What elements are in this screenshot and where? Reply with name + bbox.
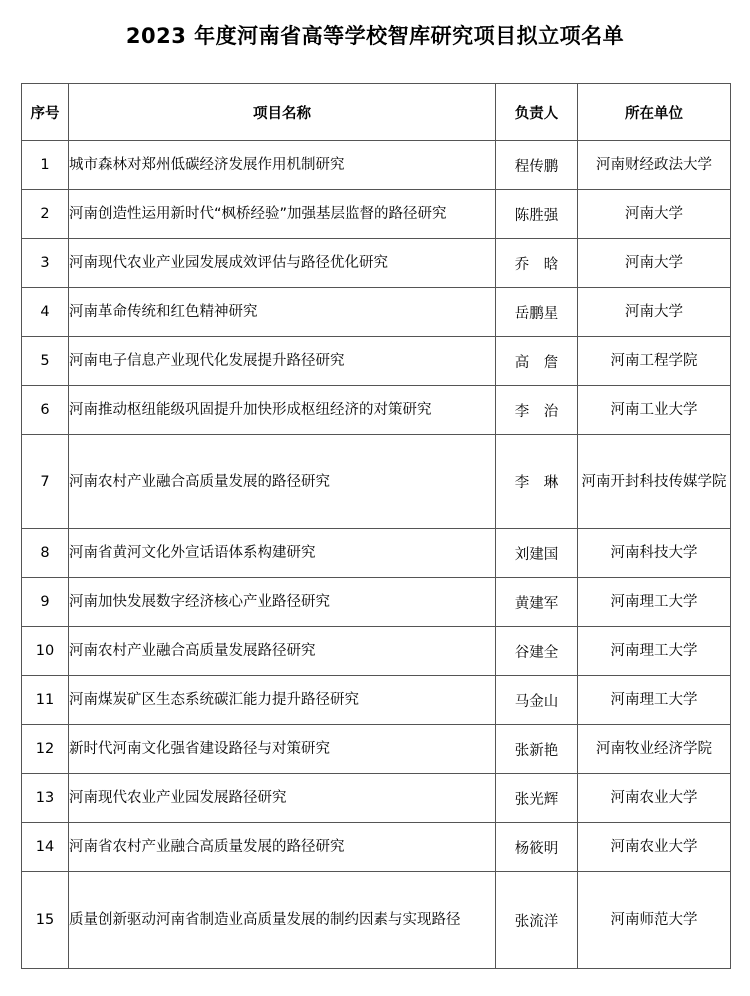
row-leader: 岳鹏星 bbox=[496, 288, 578, 337]
row-leader: 李 琳 bbox=[496, 435, 578, 529]
row-unit: 河南牧业经济学院 bbox=[578, 725, 731, 774]
table-row bbox=[22, 578, 731, 627]
row-project-name: 河南现代农业产业园发展路径研究 bbox=[69, 774, 496, 823]
row-seq: 12 bbox=[22, 725, 69, 774]
table-row bbox=[22, 190, 731, 239]
row-leader: 程传鹏 bbox=[496, 141, 578, 190]
row-seq: 14 bbox=[22, 823, 69, 872]
table-row bbox=[22, 872, 731, 969]
page-title: 2023 年度河南省高等学校智库研究项目拟立项名单 bbox=[125, 24, 625, 48]
row-project-name: 新时代河南文化强省建设路径与对策研究 bbox=[69, 725, 496, 774]
row-project-name: 河南农村产业融合高质量发展路径研究 bbox=[69, 627, 496, 676]
table-row bbox=[22, 529, 731, 578]
row-seq: 5 bbox=[22, 337, 69, 386]
row-seq: 6 bbox=[22, 386, 69, 435]
row-seq: 7 bbox=[22, 435, 69, 529]
row-seq: 2 bbox=[22, 190, 69, 239]
table-row bbox=[22, 337, 731, 386]
table-header-row bbox=[22, 84, 731, 141]
row-seq: 11 bbox=[22, 676, 69, 725]
table-row bbox=[22, 239, 731, 288]
table-row bbox=[22, 141, 731, 190]
table-row bbox=[22, 435, 731, 529]
row-unit: 河南农业大学 bbox=[578, 774, 731, 823]
table-row bbox=[22, 288, 731, 337]
row-unit: 河南大学 bbox=[578, 288, 731, 337]
project-list-table bbox=[21, 83, 731, 969]
table-row bbox=[22, 774, 731, 823]
row-leader: 黄建军 bbox=[496, 578, 578, 627]
header-unit: 所在单位 bbox=[578, 84, 731, 141]
row-seq: 1 bbox=[22, 141, 69, 190]
row-project-name: 河南推动枢纽能级巩固提升加快形成枢纽经济的对策研究 bbox=[69, 386, 496, 435]
row-unit: 河南工业大学 bbox=[578, 386, 731, 435]
row-unit: 河南科技大学 bbox=[578, 529, 731, 578]
row-unit: 河南理工大学 bbox=[578, 627, 731, 676]
row-unit: 河南农业大学 bbox=[578, 823, 731, 872]
row-unit: 河南理工大学 bbox=[578, 676, 731, 725]
row-leader: 张流洋 bbox=[496, 872, 578, 969]
row-leader: 杨筱明 bbox=[496, 823, 578, 872]
row-unit: 河南理工大学 bbox=[578, 578, 731, 627]
header-project-name: 项目名称 bbox=[69, 84, 496, 141]
row-project-name: 城市森林对郑州低碳经济发展作用机制研究 bbox=[69, 141, 496, 190]
row-seq: 10 bbox=[22, 627, 69, 676]
row-project-name: 河南现代农业产业园发展成效评估与路径优化研究 bbox=[69, 239, 496, 288]
table-row bbox=[22, 676, 731, 725]
row-unit: 河南大学 bbox=[578, 239, 731, 288]
row-unit: 河南工程学院 bbox=[578, 337, 731, 386]
table-row bbox=[22, 627, 731, 676]
row-project-name: 河南电子信息产业现代化发展提升路径研究 bbox=[69, 337, 496, 386]
table-row bbox=[22, 725, 731, 774]
row-seq: 8 bbox=[22, 529, 69, 578]
row-project-name: 河南加快发展数字经济核心产业路径研究 bbox=[69, 578, 496, 627]
row-project-name: 质量创新驱动河南省制造业高质量发展的制约因素与实现路径 bbox=[69, 872, 496, 969]
row-seq: 15 bbox=[22, 872, 69, 969]
row-seq: 9 bbox=[22, 578, 69, 627]
row-project-name: 河南革命传统和红色精神研究 bbox=[69, 288, 496, 337]
row-project-name: 河南煤炭矿区生态系统碳汇能力提升路径研究 bbox=[69, 676, 496, 725]
row-leader: 李 治 bbox=[496, 386, 578, 435]
row-seq: 4 bbox=[22, 288, 69, 337]
row-leader: 高 詹 bbox=[496, 337, 578, 386]
row-unit: 河南大学 bbox=[578, 190, 731, 239]
table-row bbox=[22, 823, 731, 872]
row-leader: 谷建全 bbox=[496, 627, 578, 676]
row-project-name: 河南省黄河文化外宣话语体系构建研究 bbox=[69, 529, 496, 578]
row-leader: 张新艳 bbox=[496, 725, 578, 774]
row-leader: 乔 晗 bbox=[496, 239, 578, 288]
row-leader: 刘建国 bbox=[496, 529, 578, 578]
row-leader: 马金山 bbox=[496, 676, 578, 725]
row-project-name: 河南创造性运用新时代“枫桥经验”加强基层监督的路径研究 bbox=[69, 190, 496, 239]
row-unit: 河南财经政法大学 bbox=[578, 141, 731, 190]
table-row bbox=[22, 386, 731, 435]
row-unit: 河南师范大学 bbox=[578, 872, 731, 969]
header-leader: 负责人 bbox=[496, 84, 578, 141]
row-leader: 张光辉 bbox=[496, 774, 578, 823]
row-seq: 13 bbox=[22, 774, 69, 823]
row-leader: 陈胜强 bbox=[496, 190, 578, 239]
header-seq: 序号 bbox=[22, 84, 69, 141]
row-unit: 河南开封科技传媒学院 bbox=[578, 435, 731, 529]
row-project-name: 河南省农村产业融合高质量发展的路径研究 bbox=[69, 823, 496, 872]
row-project-name: 河南农村产业融合高质量发展的路径研究 bbox=[69, 435, 496, 529]
row-seq: 3 bbox=[22, 239, 69, 288]
